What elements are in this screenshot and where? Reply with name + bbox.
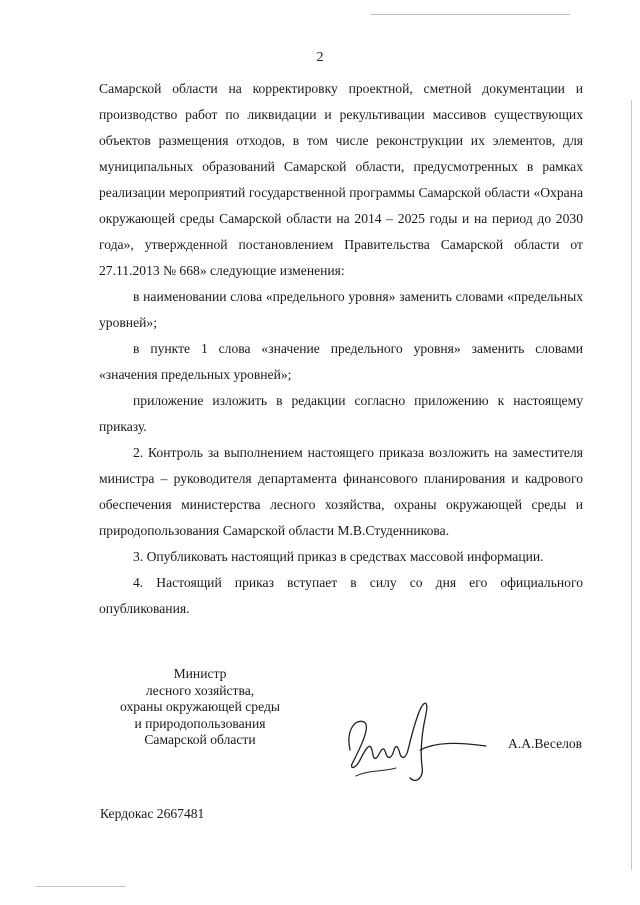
scan-artifact-top: [370, 14, 570, 15]
signer-name: А.А.Веселов: [508, 736, 583, 751]
document-body: [99, 76, 583, 622]
scan-artifact-bottom: [36, 886, 126, 887]
signatory-position: [100, 666, 300, 749]
handwritten-signature: [336, 692, 496, 788]
paragraph-change-point-1: в пункте 1 слова «значение предельного уровня» заменить словами «значения предельных уровней»;: [99, 341, 583, 382]
paragraph-change-appendix: приложение изложить в редакции согласно приложению к настоящему приказу.: [99, 393, 583, 434]
signatory-line: Самарской области: [144, 732, 256, 747]
paragraph-publish: 3. Опубликовать настоящий приказ в средствах массовой информации.: [133, 549, 544, 564]
signatory-line: лесного хозяйства,: [145, 682, 255, 698]
signatory-line: Министр: [173, 666, 227, 681]
paragraph-control: 2. Контроль за выполнением настоящего приказа возложить на заместителя министра – руководителя департамента финансового планирования и кадрового обеспечения министерства лесного хозяйства, охраны окружающей среды и природопользования Самарской области М.В.Студенникова.: [99, 445, 583, 538]
paragraph-intro: Самарской области на корректировку проектной, сметной документации и производство работ по ликвидации и рекультивации массивов существующих объектов размещения отходов, в том числе реконструкции их элементов, для муниципальных образований Самарской области, предусмотренных в рамках реализации мероприятий государственной программы Самарской области «Охрана окружающей среды Самарской области на 2014 – 2025 годы и на период до 2030 года», утвержденной постановлением Правительства Самарской области от 27.11.2013 № 668» следующие изменения:: [99, 81, 583, 278]
scan-artifact-right-edge: [631, 100, 632, 870]
signatory-line: и природопользования: [134, 715, 266, 731]
registry-number: Кердокас 2667481: [100, 806, 205, 821]
paragraph-effective: 4. Настоящий приказ вступает в силу со дня его официального опубликования.: [99, 575, 583, 616]
page-number: 2: [316, 50, 324, 65]
paragraph-change-title: в наименовании слова «предельного уровня» заменить словами «предельных уровней»;: [99, 289, 583, 330]
signatory-line: охраны окружающей среды: [119, 699, 281, 714]
